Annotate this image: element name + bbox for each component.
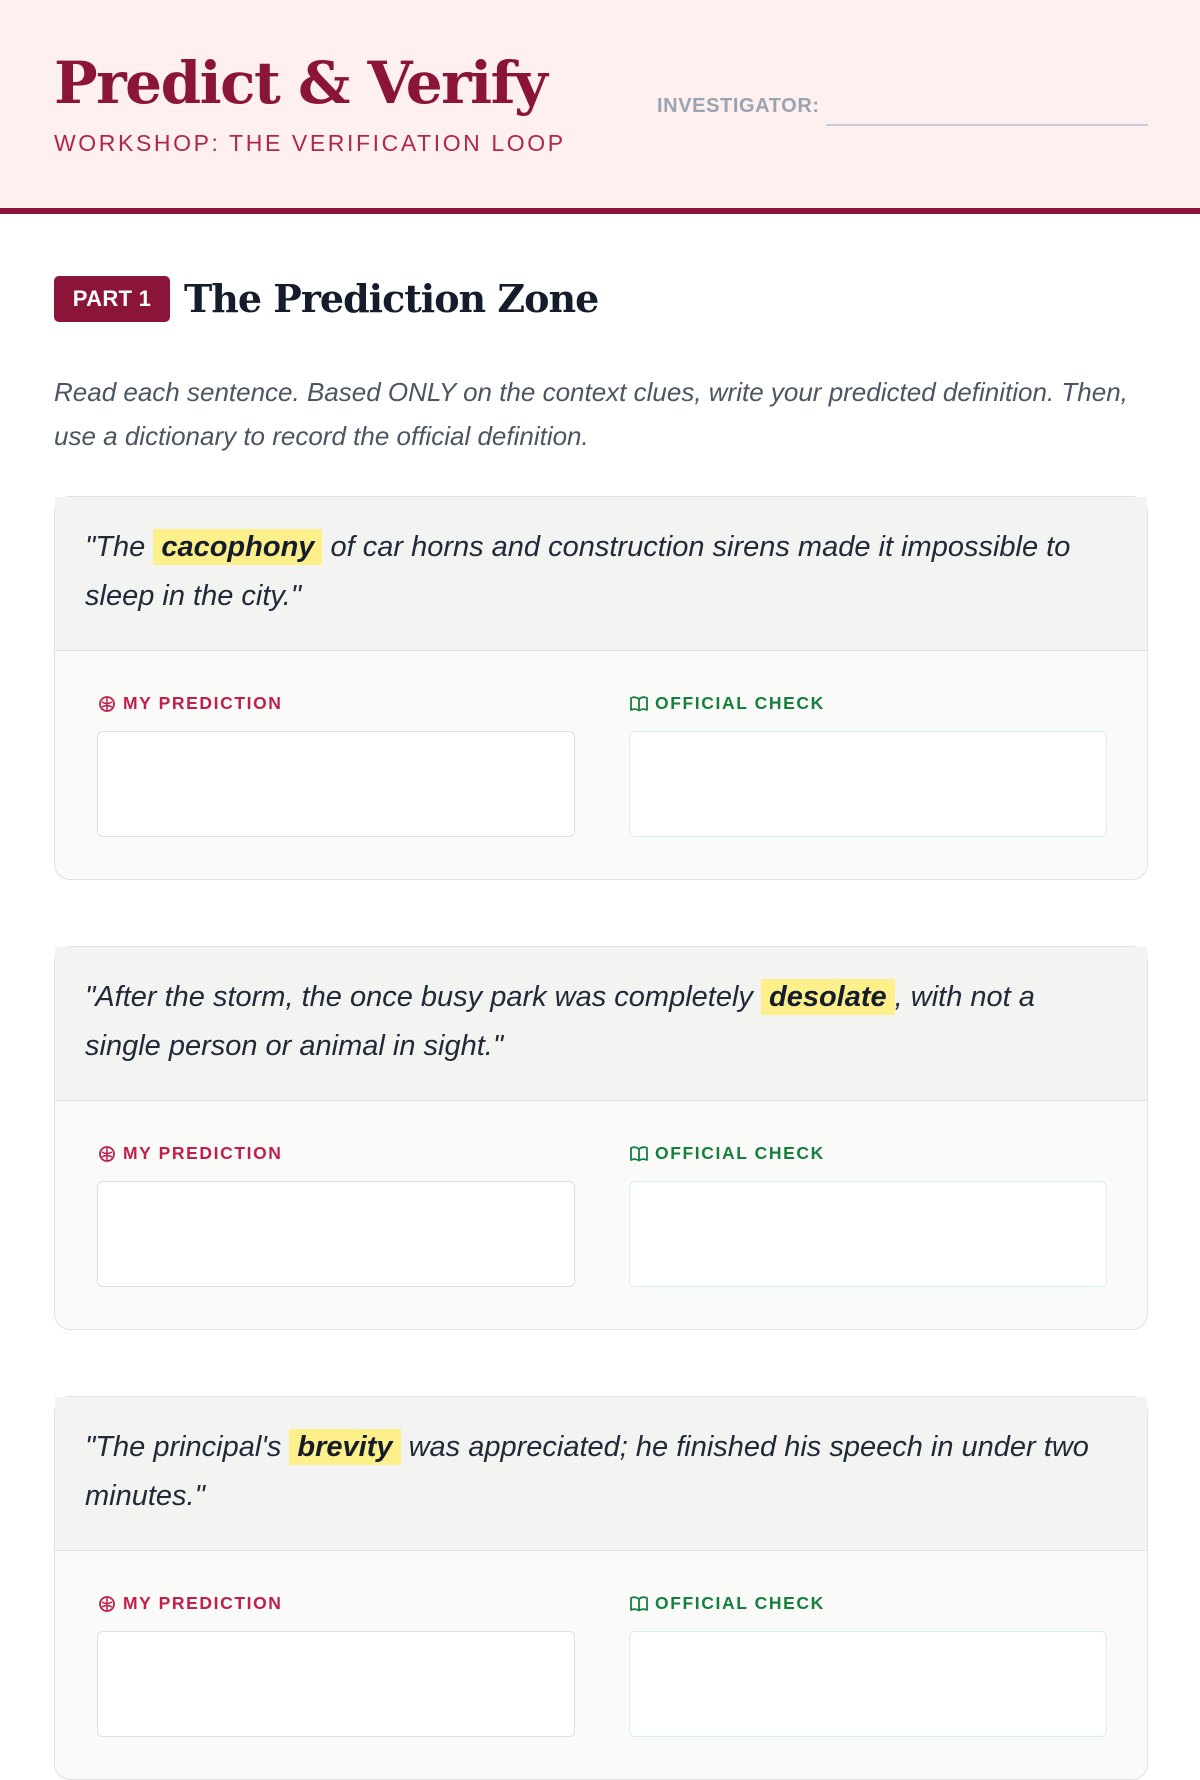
- official-check-field[interactable]: [629, 731, 1107, 837]
- open-book-icon: [629, 694, 649, 714]
- check-label-text: OFFICIAL CHECK: [655, 1593, 825, 1613]
- prediction-label-text: MY PREDICTION: [123, 693, 283, 713]
- context-sentence: [55, 1397, 1147, 1551]
- target-word: brevity: [289, 1429, 400, 1465]
- prediction-label: [97, 693, 283, 714]
- sentence-after: of car horns and construction sirens made it impossible to sleep in the city.": [85, 531, 1071, 612]
- sentence-after: , with not a single person or animal in sight.": [85, 981, 1035, 1062]
- brain-icon: [97, 1594, 117, 1614]
- part-badge: PART 1: [54, 276, 170, 322]
- check-label-text: OFFICIAL CHECK: [655, 693, 825, 713]
- sentence-before: "The principal's: [85, 1431, 290, 1463]
- answer-fields: [55, 1101, 1147, 1329]
- context-sentence: [55, 497, 1147, 651]
- section-title: The Prediction Zone: [184, 276, 599, 321]
- instructions: Read each sentence. Based ONLY on the context clues, write your predicted definition. Then, use a dictionary to record the official definition.: [54, 377, 1128, 451]
- sentence-after: was appreciated; he finished his speech in under two minutes.": [85, 1431, 1089, 1512]
- sentence-before: "After the storm, the once busy park was completely: [85, 981, 761, 1013]
- official-check-field[interactable]: [629, 1181, 1107, 1287]
- context-sentence: [55, 947, 1147, 1101]
- target-word: cacophony: [153, 529, 322, 565]
- vocab-card: [54, 496, 1148, 880]
- answer-fields: [55, 651, 1147, 879]
- brain-icon: [97, 694, 117, 714]
- sentence-before: "The: [85, 531, 154, 563]
- page-title: Predict & Verify: [54, 49, 547, 117]
- investigator-input[interactable]: [826, 86, 1148, 126]
- vocab-card: [54, 1396, 1148, 1780]
- open-book-icon: [629, 1594, 649, 1614]
- target-word: desolate: [761, 979, 895, 1015]
- prediction-label: [97, 1143, 283, 1164]
- answer-fields: [55, 1551, 1147, 1779]
- investigator-label: INVESTIGATOR:: [657, 95, 820, 117]
- prediction-field[interactable]: [97, 731, 575, 837]
- brain-icon: [97, 1144, 117, 1164]
- prediction-field[interactable]: [97, 1631, 575, 1737]
- check-label-text: OFFICIAL CHECK: [655, 1143, 825, 1163]
- page-subtitle: WORKSHOP: THE VERIFICATION LOOP: [54, 130, 566, 156]
- prediction-label-text: MY PREDICTION: [123, 1593, 283, 1613]
- prediction-label-text: MY PREDICTION: [123, 1143, 283, 1163]
- check-label: [629, 1143, 825, 1164]
- vocab-card: [54, 946, 1148, 1330]
- check-label: [629, 693, 825, 714]
- prediction-label: [97, 1593, 283, 1614]
- check-label: [629, 1593, 825, 1614]
- worksheet-header: [0, 0, 1200, 214]
- prediction-field[interactable]: [97, 1181, 575, 1287]
- open-book-icon: [629, 1144, 649, 1164]
- official-check-field[interactable]: [629, 1631, 1107, 1737]
